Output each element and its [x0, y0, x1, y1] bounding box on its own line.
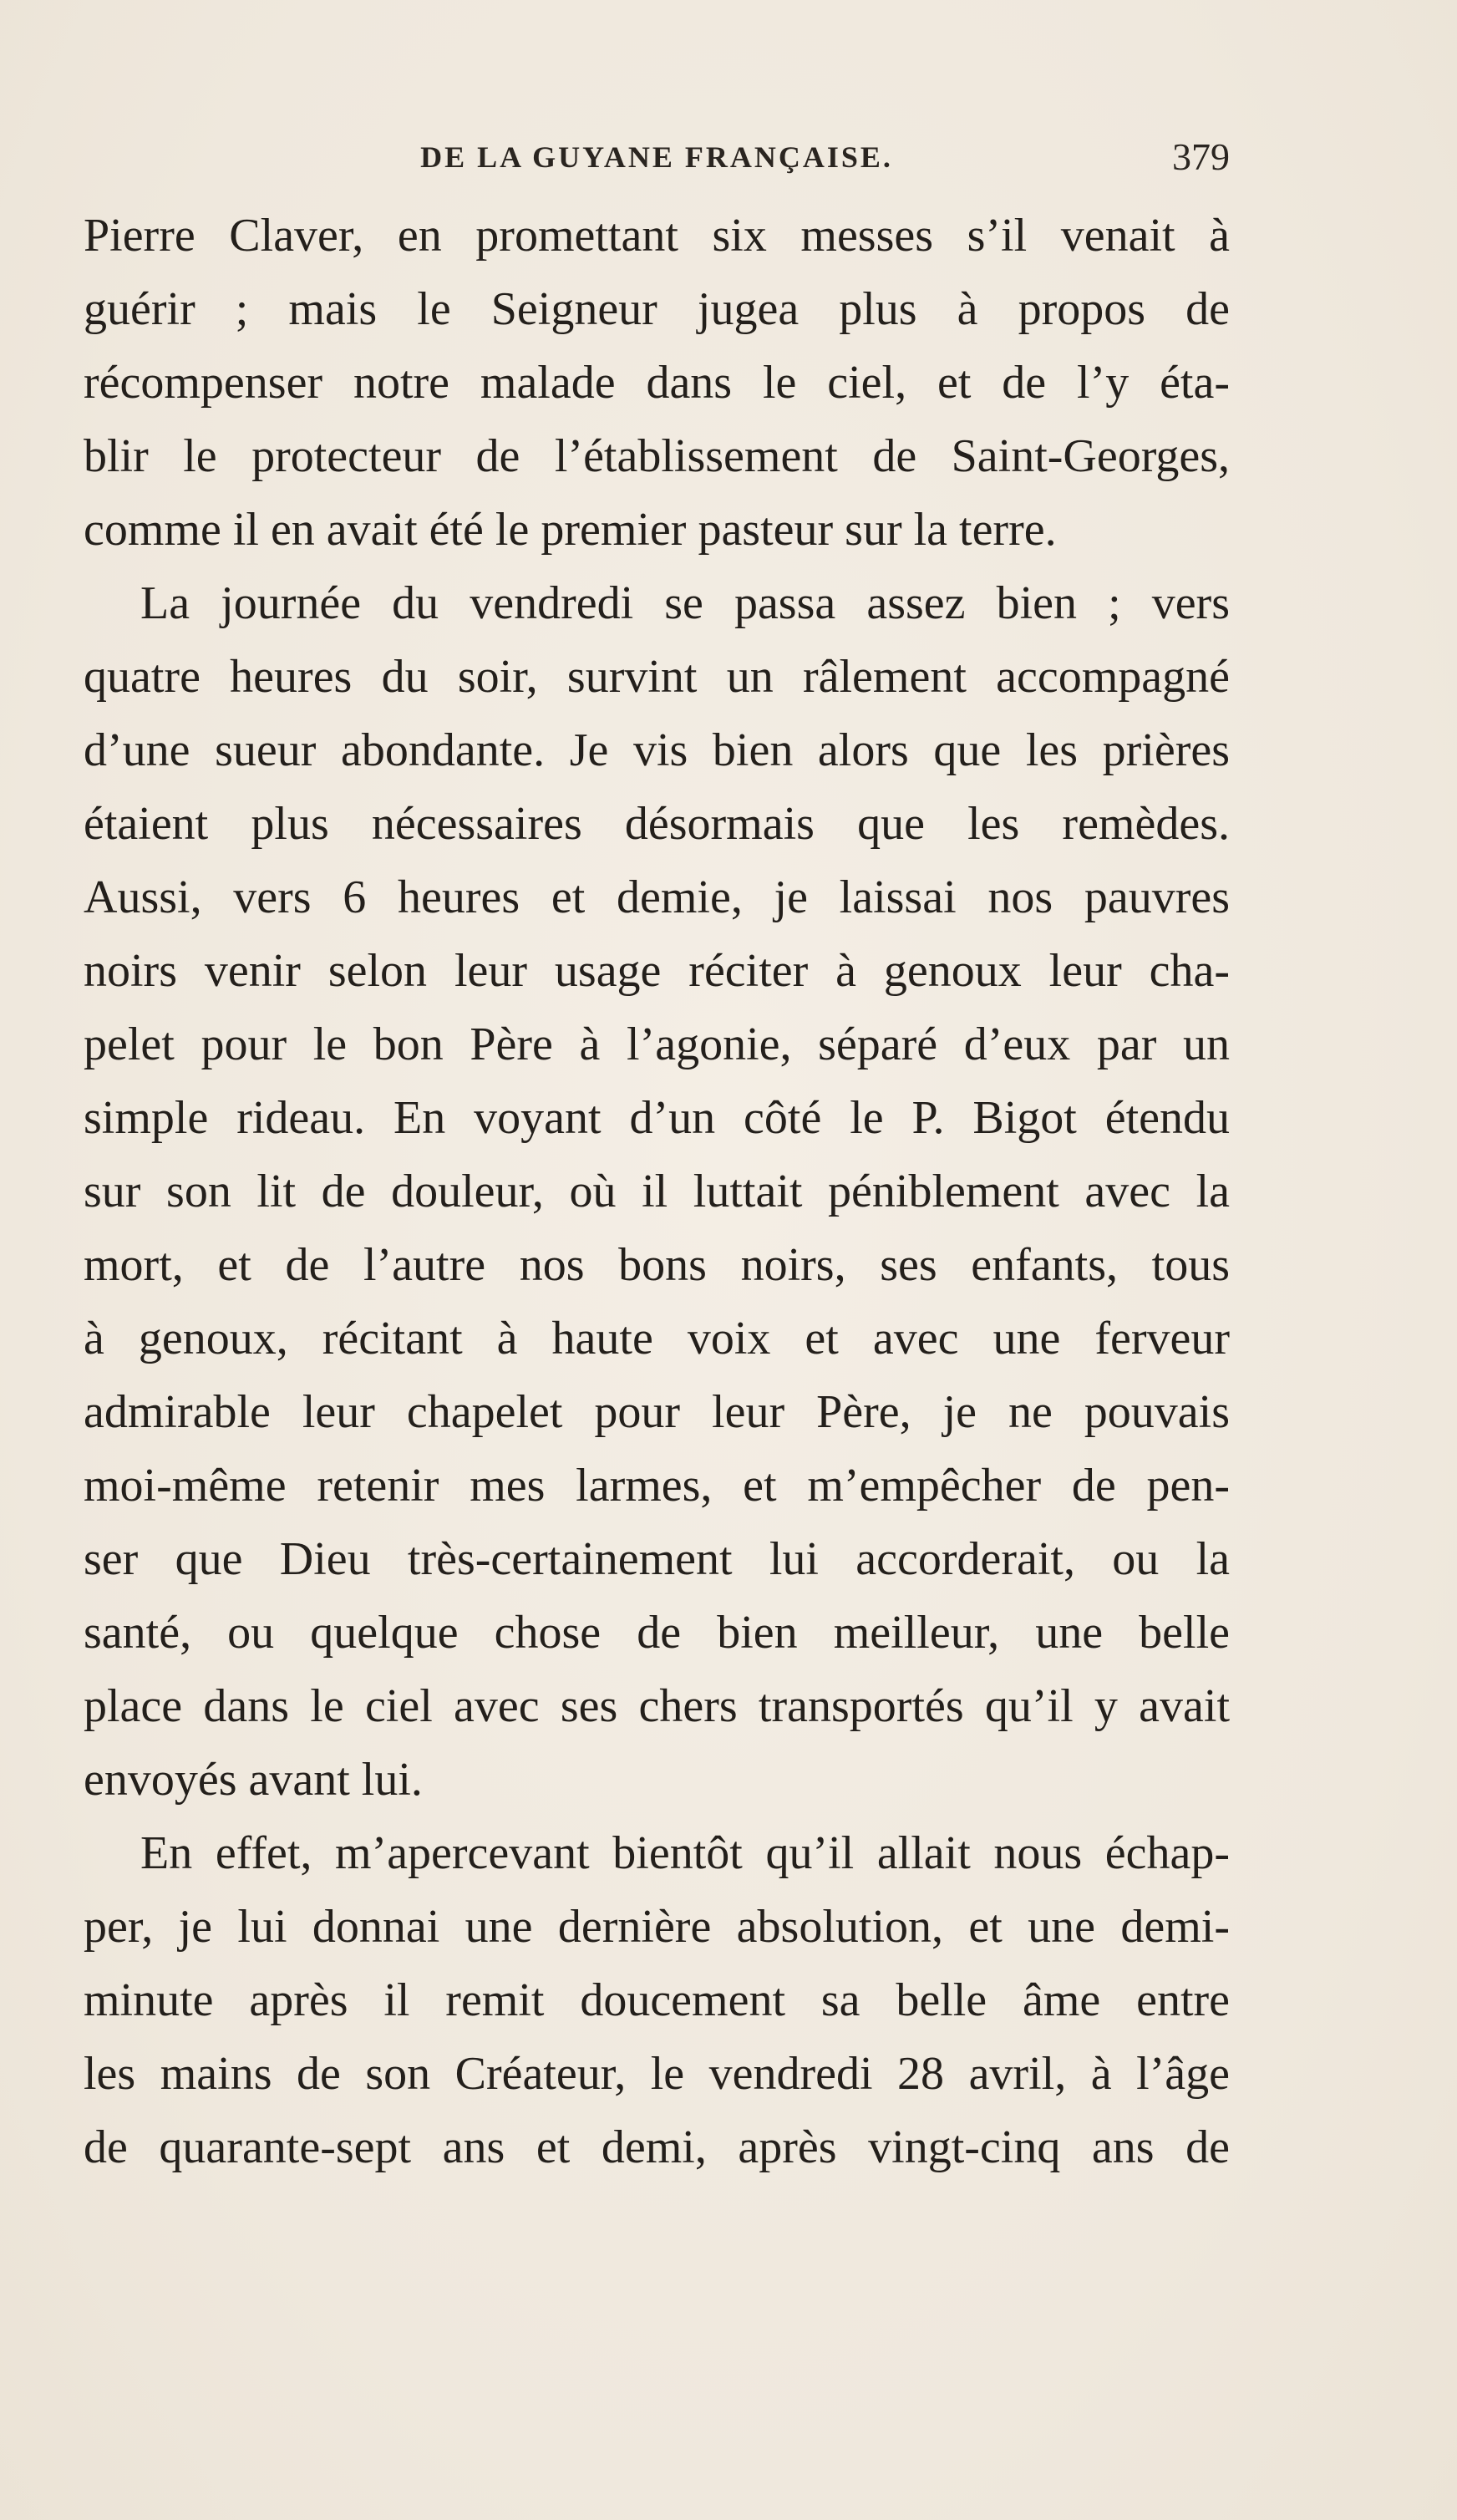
text-line: Pierre Claver, en promettant six messes s’il venait à: [84, 210, 1230, 262]
text-line: étaient plus nécessaires désormais que les remèdes.: [84, 798, 1230, 850]
text-line: place dans le ciel avec ses chers transportés qu’il y avait: [84, 1680, 1230, 1732]
page-header: [84, 132, 1230, 182]
text-line: les mains de son Créateur, le vendredi 28 avril, à l’âge: [84, 2048, 1230, 2100]
text-line: noirs venir selon leur usage réciter à genoux leur cha-: [84, 945, 1230, 997]
text-line: pelet pour le bon Père à l’agonie, séparé d’eux par un: [84, 1019, 1230, 1070]
text-line: moi-même retenir mes larmes, et m’empêcher de pen-: [84, 1460, 1230, 1511]
text-line: minute après il remit doucement sa belle âme entre: [84, 1974, 1230, 2026]
page-number: 379: [1172, 135, 1230, 178]
text-line: à genoux, récitant à haute voix et avec une ferveur: [84, 1313, 1230, 1364]
text-line: comme il en avait été le premier pasteur sur la terre.: [84, 504, 1057, 556]
text-line: blir le protecteur de l’établissement de Saint-Georges,: [84, 430, 1230, 482]
text-line: envoyés avant lui.: [84, 1754, 423, 1806]
text-line: ser que Dieu très-certainement lui accorderait, ou la: [84, 1533, 1230, 1585]
text-line: quatre heures du soir, survint un râlement accompagné: [84, 651, 1230, 703]
paragraph-3: [84, 1816, 1230, 2184]
text-line: admirable leur chapelet pour leur Père, je ne pouvais: [84, 1386, 1230, 1438]
text-line: de quarante-sept ans et demi, après vingt-cinq ans de: [84, 2121, 1230, 2173]
text-line: d’une sueur abondante. Je vis bien alors que les prières: [84, 724, 1230, 776]
text-line: guérir ; mais le Seigneur jugea plus à propos de: [84, 283, 1230, 335]
text-line: récompenser notre malade dans le ciel, et de l’y éta-: [84, 357, 1230, 409]
text-line: per, je lui donnai une dernière absolution, et une demi-: [84, 1901, 1230, 1953]
body-text: [84, 199, 1230, 2184]
text-line: santé, ou quelque chose de bien meilleur, une belle: [84, 1607, 1230, 1659]
text-line: sur son lit de douleur, où il luttait péniblement avec la: [84, 1166, 1230, 1217]
text-line: simple rideau. En voyant d’un côté le P. Bigot étendu: [84, 1092, 1230, 1144]
text-line: En effet, m’apercevant bientôt qu’il allait nous échap-: [140, 1827, 1230, 1879]
running-head: DE LA GUYANE FRANÇAISE.: [420, 140, 893, 174]
paragraph-1: [84, 199, 1230, 566]
paragraph-2: [84, 566, 1230, 1816]
text-line: mort, et de l’autre nos bons noirs, ses enfants, tous: [84, 1239, 1230, 1291]
text-line: La journée du vendredi se passa assez bien ; vers: [140, 577, 1230, 629]
text-line: Aussi, vers 6 heures et demie, je laissai nos pauvres: [84, 871, 1230, 923]
